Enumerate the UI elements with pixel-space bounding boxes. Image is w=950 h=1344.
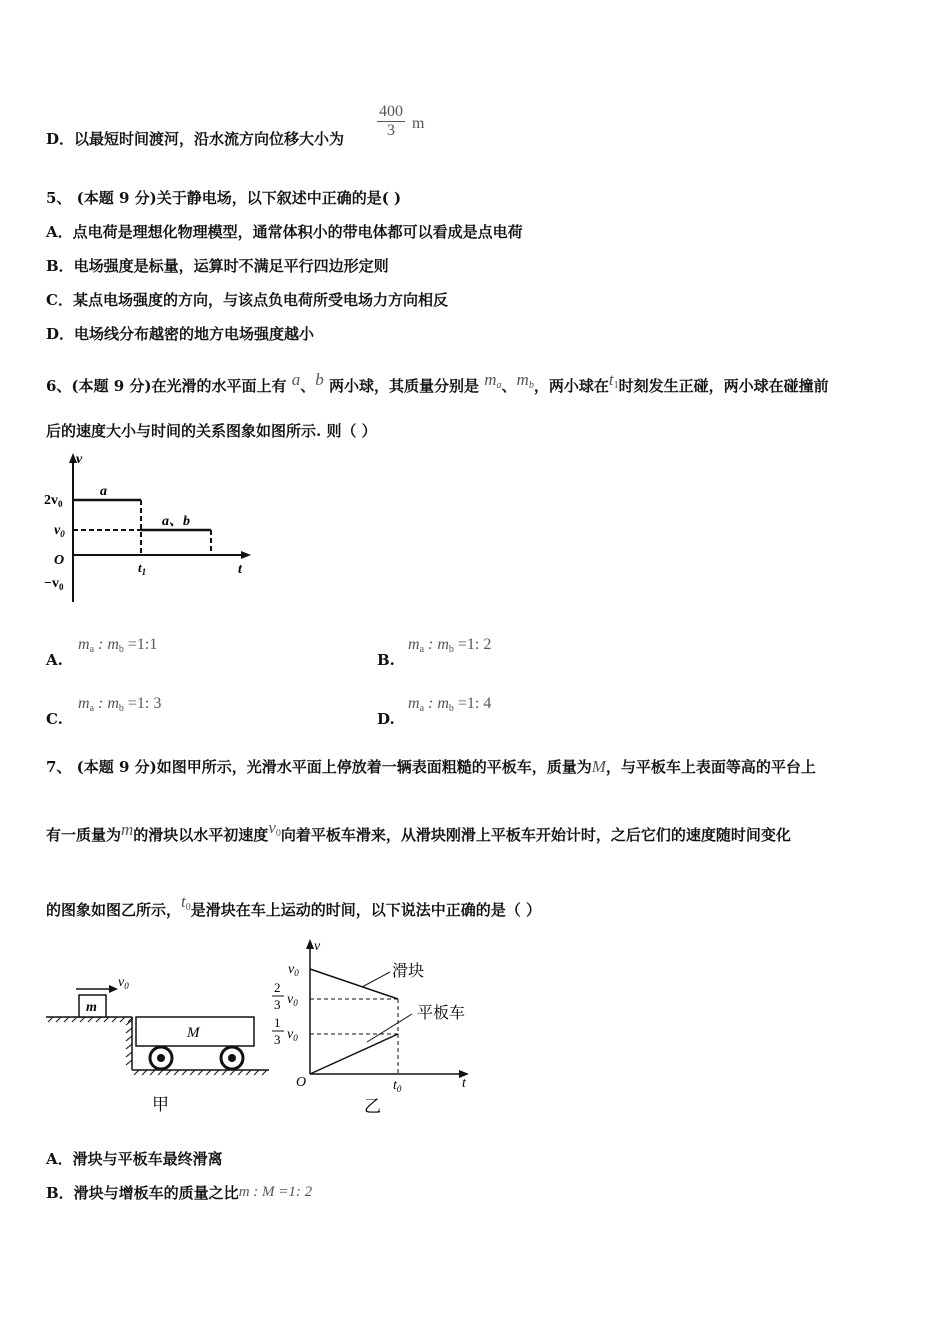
figure-jia-caption: 甲 bbox=[152, 1095, 169, 1114]
cart-M-label: M bbox=[187, 1025, 200, 1041]
q7-stem-line2: 有一质量为m的滑块以水平初速度$v_0$向着平板车滑来，从滑块刚滑上平板车开始计时，之后它们的速度随时间变化 bbox=[46, 818, 791, 844]
q6-option-d-label: D. bbox=[377, 710, 395, 728]
q4-option-d-unit: m bbox=[412, 115, 425, 132]
q7-frac-2-3-v: $v_0$ bbox=[287, 992, 298, 1008]
label-slider: 滑块 bbox=[392, 963, 425, 980]
q7-t0-label: $t_0$ bbox=[393, 1078, 402, 1094]
q7-tick-v0: $v_0$ bbox=[288, 962, 299, 978]
velocity-label: $v_0$ bbox=[118, 975, 129, 991]
q7-frac-1-3-num: 1 bbox=[274, 1015, 281, 1030]
q5-stem: 5、 (本题 9 分)关于静电场，以下叙述中正确的是( ) bbox=[46, 189, 402, 207]
block-m-label: m bbox=[86, 1000, 97, 1015]
q7-frac-2-3-num: 2 bbox=[274, 980, 281, 995]
q5-option-a: A．点电荷是理想化物理模型，通常体积小的带电体都可以看成是点电荷 bbox=[46, 223, 523, 241]
q5-option-d: D．电场线分布越密的地方电场强度越小 bbox=[46, 325, 315, 343]
q7-option-b: B．滑块与增板车的质量之比m : M =1: 2 bbox=[46, 1184, 313, 1202]
q6-option-d-expr: $m_a$ : $m_b =1$: 4 bbox=[408, 695, 492, 714]
q6-option-c-expr: $m_a$ : $m_b =1$: 3 bbox=[78, 695, 162, 714]
q7-frac-2-3-den: 3 bbox=[274, 997, 281, 1012]
q6-origin: O bbox=[54, 553, 65, 568]
q4-option-d-fraction: $\frac{400}{3}$ bbox=[379, 103, 403, 139]
figure-yi-caption: 乙 bbox=[364, 1097, 381, 1116]
q7-option-b-expr: m : M =1: 2 bbox=[238, 1184, 313, 1200]
q7-t-label: t bbox=[462, 1076, 466, 1091]
q6-option-a-expr: $m_a$ : $m_b$ =1:1 bbox=[78, 636, 158, 655]
q6-t-label: t bbox=[238, 562, 242, 577]
q7-origin: O bbox=[296, 1075, 307, 1090]
q6-option-a-label: A. bbox=[46, 651, 63, 669]
slider-vt-line bbox=[310, 969, 398, 999]
q6-v-label: v bbox=[76, 452, 83, 467]
q6-stem-line1: 6、(本题 9 分)在光滑的水平面上有 a、b 两小球，其质量分别是 $m_a$、$m_b$，两小球在$t_1$时刻发生正碰，两小球在碰撞前 bbox=[46, 370, 829, 395]
q7-option-a: A．滑块与平板车最终滑离 bbox=[46, 1150, 223, 1168]
q7-v-label: v bbox=[314, 939, 321, 954]
q7-stem-line1: 7、 (本题 9 分)如图甲所示，光滑水平面上停放着一辆表面粗糙的平板车，质量为M，与平板车上表面等高的平台上 bbox=[46, 757, 816, 776]
q6-label-ab: a、b bbox=[162, 514, 190, 529]
q6-label-a: a bbox=[100, 484, 107, 499]
q7-figure-yi bbox=[262, 934, 482, 1124]
q6-option-b-label: B. bbox=[377, 651, 395, 669]
q4-option-d bbox=[46, 128, 344, 149]
cart-vt-line bbox=[310, 1034, 398, 1074]
q5-option-b: B．电场强度是标量，运算时不满足平行四边形定则 bbox=[46, 257, 389, 275]
q6-tick-v0: $v_0$ bbox=[54, 523, 65, 539]
label-cart: 平板车 bbox=[417, 1005, 466, 1022]
q6-stem-line2: 后的速度大小与时间的关系图象如图所示. 则（ ） bbox=[46, 422, 377, 440]
q6-tick-neg-v0: $-v_0$ bbox=[44, 576, 64, 592]
q6-x-arrow bbox=[241, 551, 251, 559]
q6-tick-2v0: $2v_0$ bbox=[44, 493, 63, 509]
q6-option-c-label: C. bbox=[46, 710, 63, 728]
q6-option-b-expr: $m_a$ : $m_b =1$: 2 bbox=[408, 636, 492, 655]
q7-figure-jia bbox=[44, 962, 284, 1122]
q7-stem-line3: 的图象如图乙所示，$t_0$是滑块在车上运动的时间，以下说法中正确的是（ ） bbox=[46, 892, 541, 919]
q4-option-d-text: D．以最短时间渡河，沿水流方向位移大小为 bbox=[46, 130, 345, 148]
q7-frac-1-3-v: $v_0$ bbox=[287, 1027, 298, 1043]
q6-vt-graph bbox=[40, 450, 270, 610]
q6-t1-label: $t_1$ bbox=[138, 560, 147, 577]
q5-option-c: C．某点电场强度的方向，与该点负电荷所受电场力方向相反 bbox=[46, 291, 448, 309]
q7-frac-1-3-den: 3 bbox=[274, 1032, 281, 1047]
